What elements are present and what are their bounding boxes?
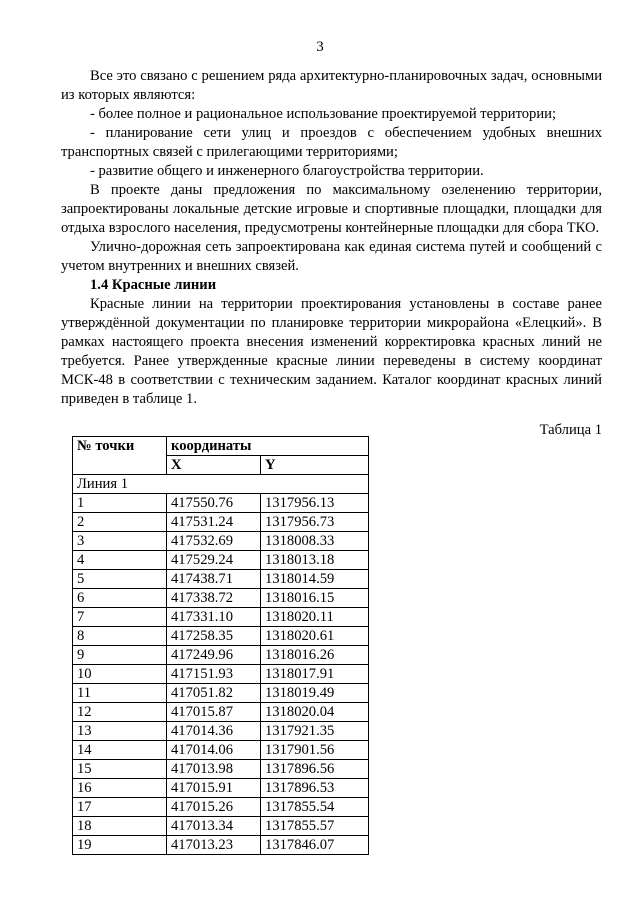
cell-point: 2	[73, 513, 167, 532]
cell-y: 1317896.56	[261, 760, 369, 779]
cell-point: 15	[73, 760, 167, 779]
cell-x: 417331.10	[167, 608, 261, 627]
cell-point: 12	[73, 703, 167, 722]
cell-point: 17	[73, 798, 167, 817]
paragraph-greening: В проекте даны предложения по максимальному озеленению территории, запроектированы локальные детские игровые и спортивные площадки, площадки для отдыха взрослого населения, предусмотрены контейнерные площадки для сбора ТКО.	[61, 182, 602, 236]
cell-point: 3	[73, 532, 167, 551]
table-row	[73, 494, 369, 513]
cell-y: 1317956.73	[261, 513, 369, 532]
paragraph-road-network: Улично-дорожная сеть запроектирована как единая система путей и сообщений с учетом внутренних и внешних связей.	[61, 239, 602, 274]
cell-x: 417550.76	[167, 494, 261, 513]
table-row	[73, 779, 369, 798]
cell-point: 7	[73, 608, 167, 627]
cell-x: 417013.34	[167, 817, 261, 836]
header-x: X	[167, 456, 261, 475]
cell-x: 417013.23	[167, 836, 261, 855]
cell-y: 1318013.18	[261, 551, 369, 570]
cell-point: 14	[73, 741, 167, 760]
cell-point: 11	[73, 684, 167, 703]
table-row	[73, 722, 369, 741]
table-row	[73, 570, 369, 589]
cell-x: 417529.24	[167, 551, 261, 570]
cell-point: 9	[73, 646, 167, 665]
table-row	[73, 760, 369, 779]
header-coordinates: координаты	[167, 437, 369, 456]
cell-x: 417438.71	[167, 570, 261, 589]
table-row	[73, 627, 369, 646]
cell-y: 1318020.11	[261, 608, 369, 627]
cell-y: 1318019.49	[261, 684, 369, 703]
paragraph-intro: Все это связано с решением ряда архитектурно-планировочных задач, основными из которых являются:	[61, 68, 602, 103]
cell-y: 1317846.07	[261, 836, 369, 855]
table-row	[73, 684, 369, 703]
cell-x: 417015.91	[167, 779, 261, 798]
coordinates-table	[72, 436, 369, 855]
cell-x: 417013.98	[167, 760, 261, 779]
cell-x: 417014.06	[167, 741, 261, 760]
cell-y: 1317896.53	[261, 779, 369, 798]
cell-y: 1317956.13	[261, 494, 369, 513]
cell-x: 417015.26	[167, 798, 261, 817]
cell-y: 1317855.54	[261, 798, 369, 817]
table-row	[73, 703, 369, 722]
table-row	[73, 817, 369, 836]
cell-point: 13	[73, 722, 167, 741]
cell-point: 19	[73, 836, 167, 855]
table-row	[73, 798, 369, 817]
header-y: Y	[261, 456, 369, 475]
cell-x: 417015.87	[167, 703, 261, 722]
cell-y: 1317901.56	[261, 741, 369, 760]
section-heading: 1.4 Красные линии	[90, 277, 217, 293]
cell-y: 1318008.33	[261, 532, 369, 551]
cell-point: 4	[73, 551, 167, 570]
table-row	[73, 646, 369, 665]
table-row	[73, 608, 369, 627]
cell-x: 417051.82	[167, 684, 261, 703]
cell-point: 5	[73, 570, 167, 589]
document-body	[61, 67, 602, 409]
cell-point: 1	[73, 494, 167, 513]
cell-y: 1318014.59	[261, 570, 369, 589]
cell-y: 1318020.61	[261, 627, 369, 646]
table-group-row	[73, 475, 369, 494]
table-row	[73, 589, 369, 608]
table-row	[73, 741, 369, 760]
page-number: 3	[316, 39, 324, 55]
paragraph-item-3: - развитие общего и инженерного благоустройства территории.	[90, 163, 484, 179]
cell-y: 1318020.04	[261, 703, 369, 722]
cell-point: 6	[73, 589, 167, 608]
cell-point: 8	[73, 627, 167, 646]
cell-point: 16	[73, 779, 167, 798]
table-header-row	[73, 437, 369, 456]
table-row	[73, 513, 369, 532]
cell-point: 18	[73, 817, 167, 836]
table-row	[73, 551, 369, 570]
cell-x: 417532.69	[167, 532, 261, 551]
cell-y: 1318016.26	[261, 646, 369, 665]
table-row	[73, 532, 369, 551]
cell-x: 417258.35	[167, 627, 261, 646]
cell-point: 10	[73, 665, 167, 684]
cell-y: 1317855.57	[261, 817, 369, 836]
cell-x: 417151.93	[167, 665, 261, 684]
paragraph-red-lines: Красные линии на территории проектирования установлены в составе ранее утверждённой документации по планировке территории микрорайона «Елецкий». В рамках настоящего проекта внесения изменений корректировка красных линий не требуется. Ранее утвержденные красные линии переведены в систему координат МСК-48 в соответствии с техническим заданием. Каталог координат красных линий приведен в таблице 1.	[61, 296, 602, 407]
cell-y: 1318016.15	[261, 589, 369, 608]
cell-x: 417014.36	[167, 722, 261, 741]
table-row	[73, 665, 369, 684]
paragraph-item-2: - планирование сети улиц и проездов с обеспечением удобных внешних транспортных связей с прилегающими территориями;	[61, 125, 602, 160]
cell-x: 417338.72	[167, 589, 261, 608]
paragraph-item-1: - более полное и рациональное использование проектируемой территории;	[90, 106, 557, 122]
cell-x: 417249.96	[167, 646, 261, 665]
cell-y: 1317921.35	[261, 722, 369, 741]
group-label: Линия 1	[73, 475, 369, 494]
table-caption: Таблица 1	[539, 422, 602, 438]
cell-y: 1318017.91	[261, 665, 369, 684]
cell-x: 417531.24	[167, 513, 261, 532]
table-row	[73, 836, 369, 855]
header-point-number: № точки	[73, 437, 167, 475]
